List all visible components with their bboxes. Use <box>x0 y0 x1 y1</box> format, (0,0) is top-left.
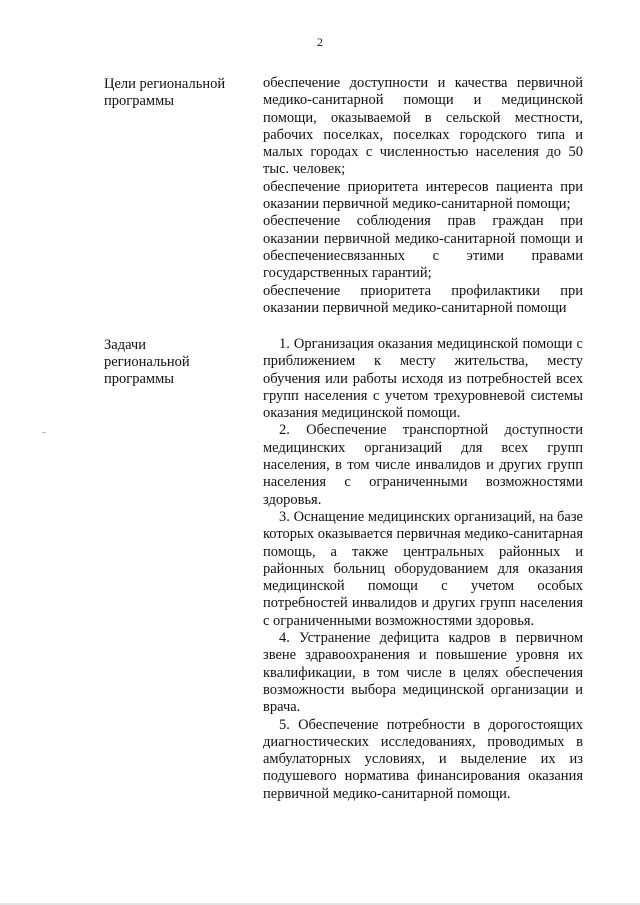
tasks-item: 4. Устранение дефицита кадров в первичном звене здравоохранения и повышение уровня их квалификации, в том числе в целях обеспечения возможности выбора медицинской организации и врача. <box>263 630 583 716</box>
page-number: 2 <box>317 35 323 49</box>
tasks-label: Задачи региональной программы <box>104 337 190 387</box>
goals-content <box>263 75 583 317</box>
scan-margin-mark <box>42 432 46 433</box>
goals-item: обеспечение приоритета профилактики при оказании первичной медико-санитарной помощи <box>263 282 583 316</box>
tasks-content <box>263 336 583 803</box>
goals-item: обеспечение соблюдения прав граждан при оказании первичной медико-санитарной помощи и обеспечениесвязанных с этими правами государственных гарантий; <box>263 213 583 282</box>
goals-label: Цели региональной программы <box>104 76 226 109</box>
goals-item: обеспечение доступности и качества первичной медико-санитарной помощи и медицинской помощи, оказываемой в сельской местности, рабочих поселках, поселках городского типа и малых городах с численностью населения до 50 тыс. человек; <box>263 75 583 178</box>
goals-item: обеспечение приоритета интересов пациента при оказании первичной медико-санитарной помощи; <box>263 178 583 213</box>
tasks-item: 5. Обеспечение потребности в дорогостоящих диагностических исследованиях, проводимых в амбулаторных условиях, и выделение их из подушевого норматива финансирования оказания первичной медико-санитарной помощи. <box>263 716 583 802</box>
tasks-item: 1. Организация оказания медицинской помощи с приближением к месту жительства, месту обучения или работы исходя из потребностей всех групп населения с учетом трехуровневой системы оказания медицинской помощи. <box>263 336 583 422</box>
tasks-item: 3. Оснащение медицинских организаций, на базе которых оказывается первичная медико-санитарная помощь, а также центральных районных и районных больниц оборудованием для оказания медицинской помощи с учетом особых потребностей инвалидов и других групп населения с ограниченными возможностями здоровья. <box>263 508 583 629</box>
tasks-item: 2. Обеспечение транспортной доступности медицинских организаций для всех групп населения, в том числе инвалидов и других групп населения с ограниченными возможностями здоровья. <box>263 422 583 508</box>
